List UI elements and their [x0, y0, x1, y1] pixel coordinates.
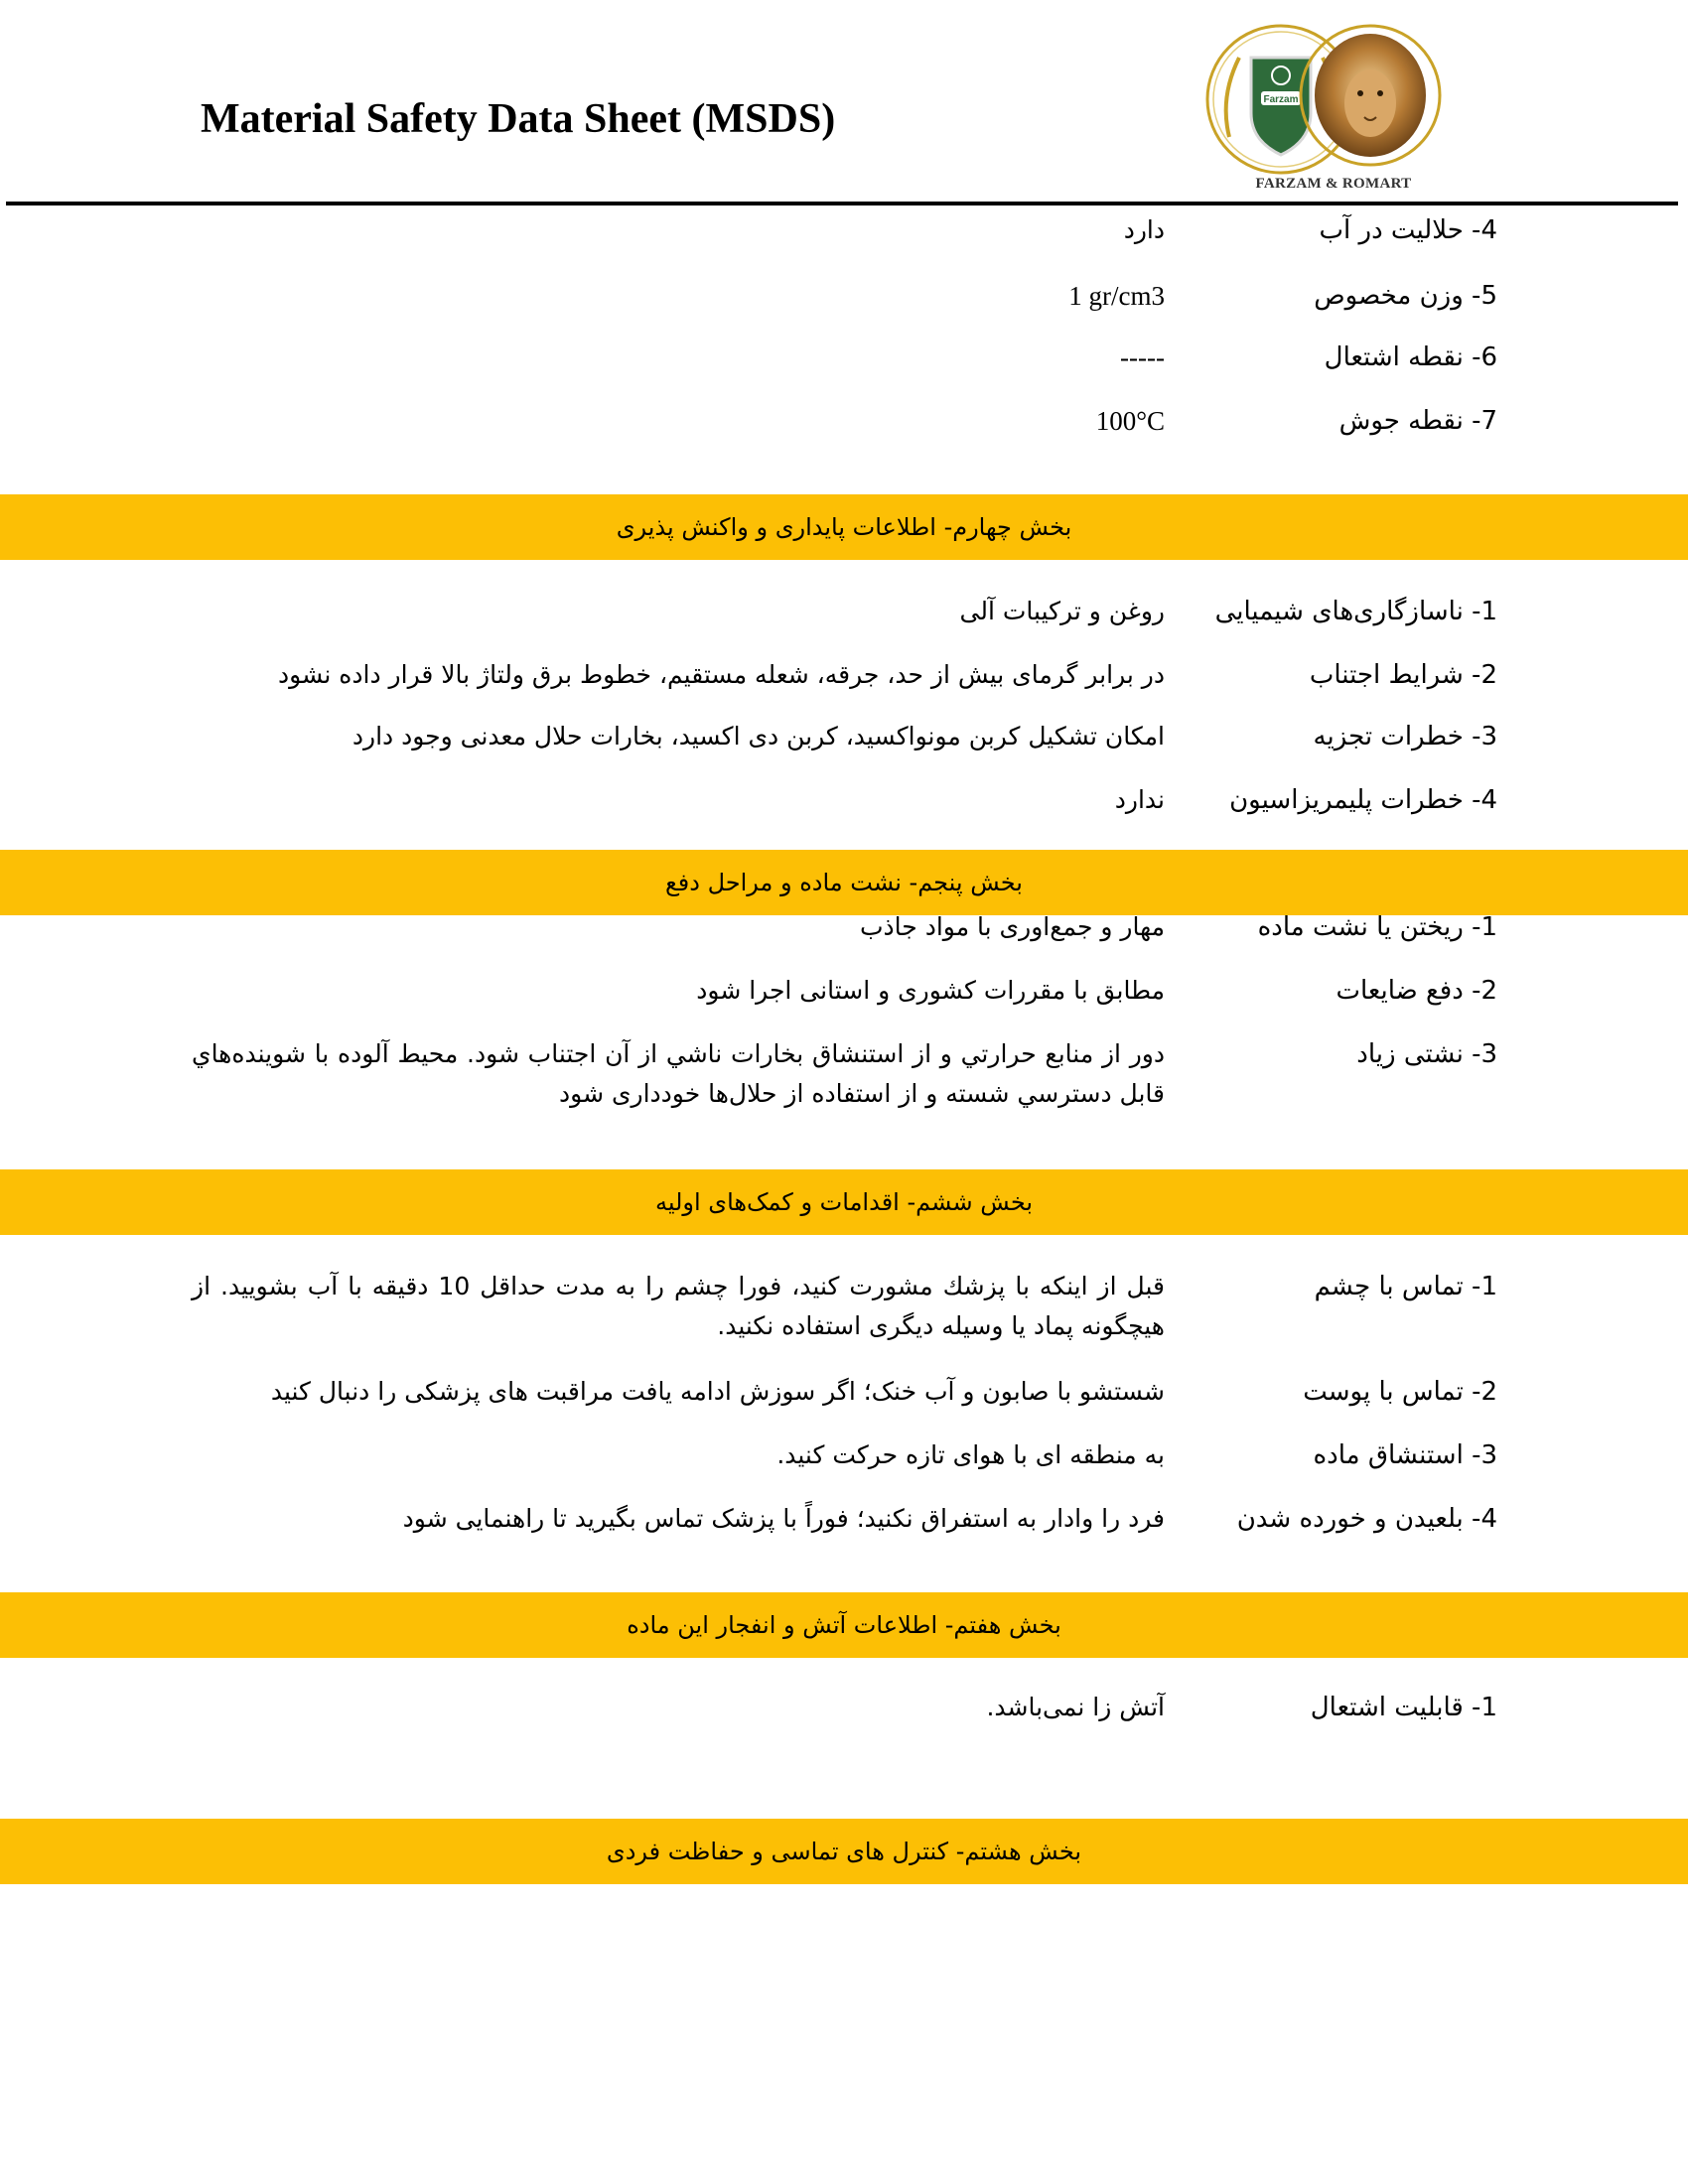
- row-value: مطابق با مقررات کشوری و استانی اجرا شود: [696, 976, 1165, 1005]
- row-label: 4- خطرات پلیمریزاسیون: [1229, 785, 1497, 815]
- header-divider: [6, 202, 1678, 205]
- row-value: -----: [1120, 342, 1165, 372]
- row-label: 3- خطرات تجزیه: [1313, 722, 1497, 751]
- row-value: 100°C: [1095, 406, 1165, 436]
- section-heading: بخش پنجم- نشت ماده و مراحل دفع: [665, 869, 1023, 896]
- row-value: ندارد: [1114, 785, 1165, 814]
- section-heading-band: [0, 494, 1688, 560]
- section-heading-band: [0, 1592, 1688, 1658]
- section-heading-band: [0, 1819, 1688, 1884]
- row-value: دارد: [1123, 215, 1165, 244]
- section-heading-band: [0, 850, 1688, 915]
- row-label: 2- دفع ضایعات: [1336, 976, 1497, 1006]
- row-value: شستشو با صابون و آب خنک؛ اگر سوزش ادامه یافت مراقبت های پزشکی را دنبال کنید: [270, 1377, 1165, 1406]
- company-logo: [1199, 18, 1468, 197]
- row-label: 5- وزن مخصوص: [1314, 281, 1497, 311]
- row-value: فرد را وادار به استفراق نکنید؛ فوراً با پزشک تماس بگیرید تا راهنمایی شود: [402, 1504, 1165, 1533]
- row-label: 2- شرایط اجتناب: [1309, 660, 1497, 690]
- row-value: 1 gr/cm3: [1068, 281, 1165, 311]
- section-heading: بخش چهارم- اطلاعات پایداری و واکنش پذیری: [616, 513, 1072, 541]
- row-value: قبل از اینکه با پزشك مشورت كنید، فورا چشم را به مدت حداقل 10 دقیقه با آب بشویید. از هیچگونه پماد یا وسیله دیگری استفاده نكنید.: [192, 1272, 1165, 1340]
- row-value: آتش زا نمی‌باشد.: [986, 1693, 1165, 1721]
- row-label: 6- نقطه اشتعال: [1324, 342, 1497, 372]
- section-heading: بخش هشتم- کنترل های تماسی و حفاظت فردی: [606, 1838, 1082, 1865]
- row-value: دور از منابع حرارتي و از استنشاق بخارات ناشي از آن اجتناب شود. محیط آلوده با شوینده‌هاي قابل دسترسي شسته و از استفاده از حلال‌ها خودداری شود: [192, 1039, 1165, 1108]
- logo-caption: FARZAM & ROMART: [1255, 176, 1412, 192]
- logo-badge-text: Farzam: [1263, 94, 1299, 105]
- row-label: 7- نقطه جوش: [1338, 406, 1497, 436]
- row-value: به منطقه ای با هوای تازه حرکت کنید.: [776, 1440, 1165, 1469]
- row-label: 4- بلعیدن و خورده شدن: [1236, 1504, 1497, 1534]
- row-label: 1- ناسازگاری‌های شیمیایی: [1214, 597, 1497, 626]
- row-label: 1- تماس با چشم: [1314, 1272, 1497, 1301]
- page-title: Material Safety Data Sheet (MSDS): [201, 96, 836, 142]
- row-label: 3- استنشاق ماده: [1313, 1440, 1497, 1470]
- row-label: 1- ریختن یا نشت ماده: [1257, 912, 1497, 942]
- row-value: در برابر گرمای بیش از حد، جرقه، شعله مستقیم، خطوط برق ولتاژ بالا قرار داده نشود: [278, 660, 1165, 689]
- row-value: روغن و ترکیبات آلی: [959, 597, 1165, 625]
- section-heading-band: [0, 1169, 1688, 1235]
- row-value: مهار و جمع‌اوری با مواد جاذب: [860, 912, 1165, 941]
- row-value: امکان تشکیل کربن مونواکسید، کربن دی اکسید، بخارات حلال معدنی وجود دارد: [352, 722, 1165, 751]
- row-label: 4- حلالیت در آب: [1319, 215, 1497, 245]
- row-label: 1- قابلیت اشتعال: [1310, 1693, 1497, 1722]
- section-heading: بخش هفتم- اطلاعات آتش و انفجار این ماده: [627, 1611, 1061, 1639]
- row-label: 3- نشتی زیاد: [1356, 1039, 1497, 1069]
- row-label: 2- تماس با پوست: [1303, 1377, 1497, 1407]
- section-heading: بخش ششم- اقدامات و کمک‌های اولیه: [654, 1188, 1034, 1216]
